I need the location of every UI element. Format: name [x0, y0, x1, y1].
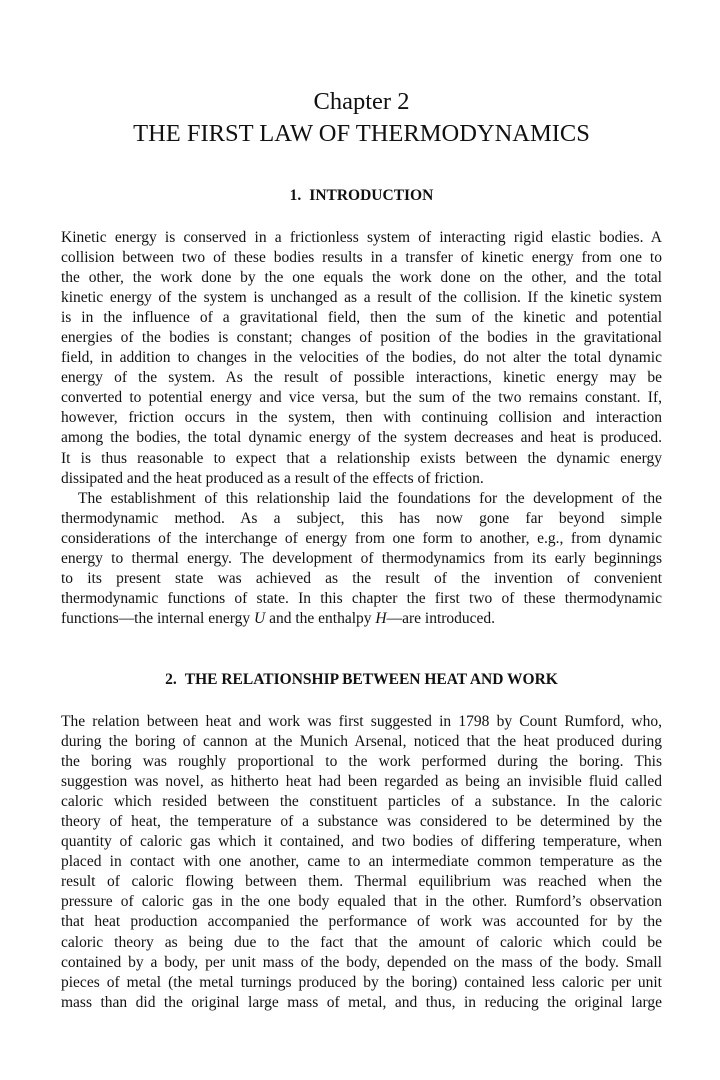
- text-fragment: and the enthalpy: [265, 609, 376, 627]
- text-line: thermodynamic functions of state. In this chapter the first two of these thermodynamic: [61, 589, 662, 607]
- text-line: It is thus reasonable to expect that a relationship exists between the dynamic energy: [61, 449, 662, 467]
- text-line: theory of heat, the temperature of a substance was considered to be determined by the: [61, 813, 662, 831]
- text-line-last: [61, 609, 662, 629]
- text-line: caloric which resided between the constituent particles of a substance. In the caloric: [61, 793, 662, 811]
- symbol-internal-energy: U: [253, 609, 266, 627]
- text-line: mass than did the original large mass of metal, and thus, in reducing the original large: [61, 993, 662, 1011]
- section-body-heat-and-work: [61, 712, 662, 1013]
- section-heading-introduction: [61, 186, 662, 206]
- text-line: contained by a body, per unit mass of the body, depended on the mass of the body. Small: [61, 953, 662, 971]
- text-line: suggestion was novel, as hitherto heat had been regarded as being an invisible fluid called: [61, 773, 662, 791]
- chapter-number: Chapter 2: [313, 88, 410, 115]
- section-heading-heat-and-work: [61, 670, 662, 690]
- text-line: among the bodies, the total dynamic energy of the system decreases and heat is produced.: [61, 429, 662, 447]
- section-body-introduction: [61, 228, 662, 629]
- text-fragment: —are introduced.: [386, 609, 496, 627]
- text-line: quantity of caloric gas which it contained, and two bodies of differing temperature, when: [61, 833, 662, 851]
- text-line: kinetic energy of the system is unchanged as a result of the collision. If the kinetic system: [61, 289, 662, 307]
- text-line: to its present state was achieved as the result of the invention of convenient: [61, 569, 662, 587]
- text-line: the other, the work done by the one equals the work done on the other, and the total: [61, 269, 662, 287]
- text-line: energy to thermal energy. The development of thermodynamics from its early beginnings: [61, 549, 662, 567]
- text-line: The relation between heat and work was first suggested in 1798 by Count Rumford, who,: [61, 713, 662, 730]
- text-line: converted to potential energy and vice versa, but the sum of the two remains constant. If,: [61, 389, 662, 407]
- text-line: during the boring of cannon at the Munich Arsenal, noticed that the heat produced during: [61, 733, 662, 751]
- text-line: pieces of metal (the metal turnings produced by the boring) contained less caloric per unit: [61, 973, 662, 991]
- text-line: thermodynamic method. As a subject, this has now gone far beyond simple: [61, 509, 662, 527]
- section-title: INTRODUCTION: [309, 187, 434, 204]
- text-line: field, in addition to changes in the velocities of the bodies, do not alter the total dynamic: [61, 349, 662, 367]
- symbol-enthalpy: H: [375, 609, 387, 627]
- text-line: placed in contact with one another, came to an intermediate common temperature as the: [61, 853, 662, 871]
- section-title: THE RELATIONSHIP BETWEEN HEAT AND WORK: [184, 671, 558, 688]
- text-line: result of caloric flowing between them. Thermal equilibrium was reached when the: [61, 873, 662, 891]
- text-line: the boring was roughly proportional to the work performed during the boring. This: [61, 753, 662, 771]
- section-number: 1.: [289, 187, 302, 204]
- text-line: collision between two of these bodies results in a transfer of kinetic energy from one to: [61, 249, 662, 267]
- text-line: is in the influence of a gravitational field, then the sum of the kinetic and potential: [61, 309, 662, 327]
- chapter-title: THE FIRST LAW OF THERMODYNAMICS: [133, 120, 590, 147]
- text-line: energies of the bodies is constant; changes of position of the bodies in the gravitational: [61, 329, 662, 347]
- text-fragment: functions—the internal energy: [61, 609, 254, 627]
- text-line: pressure of caloric gas in the one body equaled that in the other. Rumford’s observation: [61, 893, 662, 911]
- text-line: caloric theory as being due to the fact that the amount of caloric which could be: [61, 933, 662, 951]
- text-line: Kinetic energy is conserved in a frictionless system of interacting rigid elastic bodies. A: [61, 229, 662, 246]
- text-line: energy of the system. As the result of possible interactions, kinetic energy may be: [61, 369, 662, 387]
- text-line: however, friction occurs in the system, then with continuing collision and interaction: [61, 409, 662, 427]
- section-number: 2.: [165, 671, 177, 688]
- text-line: considerations of the interchange of energy from one form to another, e.g., from dynamic: [61, 529, 662, 547]
- text-line: dissipated and the heat produced as a result of the effects of friction.: [61, 469, 484, 487]
- text-line: The establishment of this relationship laid the foundations for the development of the: [78, 489, 662, 507]
- text-line: that heat production accompanied the performance of work was accounted for by the: [61, 913, 662, 931]
